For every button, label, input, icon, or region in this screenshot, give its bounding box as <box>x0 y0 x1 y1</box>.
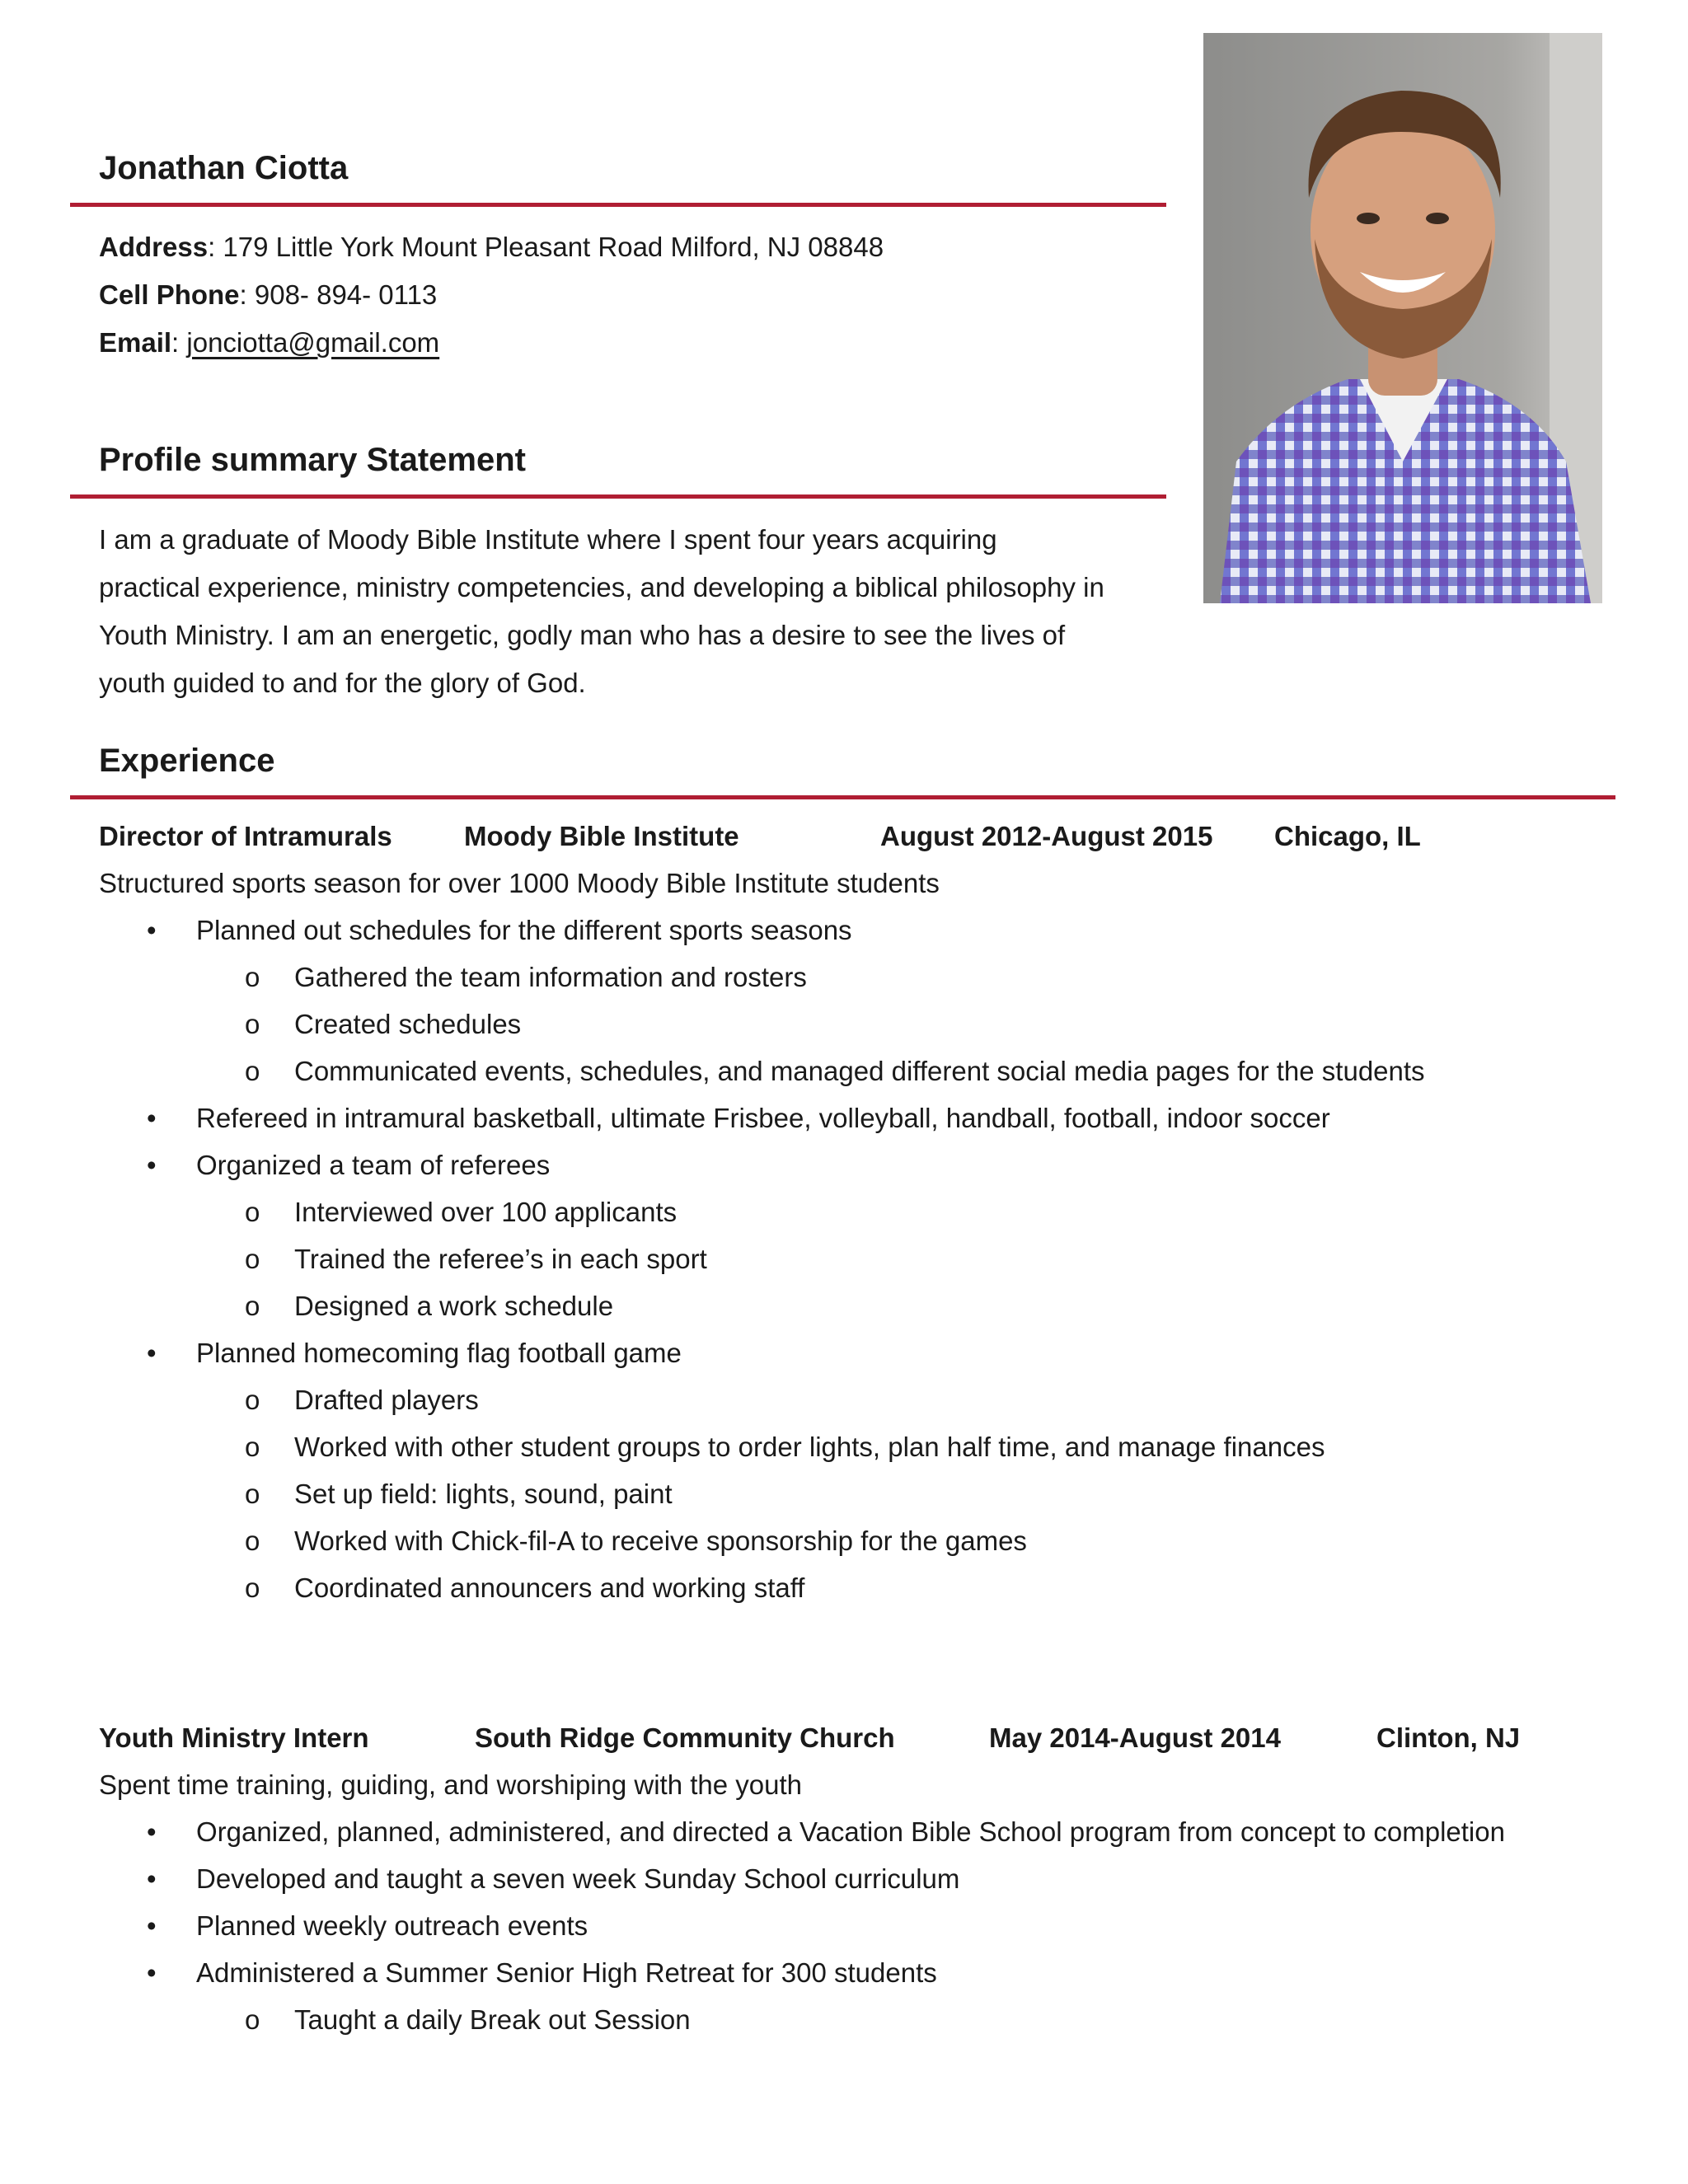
bullet-circle: o <box>245 1009 260 1039</box>
bullet-dot: • <box>147 1957 157 1988</box>
job-location: Chicago, IL <box>1274 821 1421 851</box>
bullet-circle: o <box>245 1244 260 1274</box>
address-line: Address: 179 Little York Mount Pleasant Road Milford, NJ 08848 <box>99 232 884 262</box>
profile-divider <box>70 494 1166 499</box>
profile-line: practical experience, ministry competencies, and developing a biblical philosophy in <box>99 572 1104 602</box>
bullet-dot: • <box>147 1910 157 1941</box>
bullet-circle: o <box>245 1291 260 1321</box>
address-label: Address <box>99 232 209 262</box>
bullet-dot: • <box>147 1338 157 1368</box>
bullet-circle: o <box>245 1432 260 1462</box>
bullet-circle: o <box>245 1197 260 1227</box>
list-item: Planned weekly outreach events <box>196 1910 588 1941</box>
profile-line: I am a graduate of Moody Bible Institute where I spent four years acquiring <box>99 524 997 555</box>
profile-heading: Profile summary Statement <box>99 442 526 478</box>
list-item: Planned homecoming flag football game <box>196 1338 682 1368</box>
list-item: Worked with Chick-fil-A to receive sponsorship for the games <box>294 1526 1027 1556</box>
list-item: Worked with other student groups to order lights, plan half time, and manage finances <box>294 1432 1325 1462</box>
bullet-circle: o <box>245 962 260 992</box>
bullet-circle: o <box>245 1479 260 1509</box>
list-item: Coordinated announcers and working staff <box>294 1572 805 1603</box>
list-item: Created schedules <box>294 1009 522 1039</box>
job-title: Director of Intramurals <box>99 821 392 851</box>
list-item: Interviewed over 100 applicants <box>294 1197 678 1227</box>
job-title: Youth Ministry Intern <box>99 1722 369 1753</box>
phone-value: 908- 894- 0113 <box>254 279 438 310</box>
address-value: 179 Little York Mount Pleasant Road Milford, NJ 08848 <box>223 232 884 262</box>
email-link[interactable]: jonciotta@gmail.com <box>186 327 440 358</box>
job-org: Moody Bible Institute <box>464 821 739 851</box>
experience-heading: Experience <box>99 743 275 779</box>
phone-line: Cell Phone: 908- 894- 0113 <box>99 279 438 310</box>
bullet-dot: • <box>147 1863 157 1894</box>
bullet-circle: o <box>245 1526 260 1556</box>
job-summary: Structured sports season for over 1000 Moody Bible Institute students <box>99 868 940 898</box>
list-item: Communicated events, schedules, and managed different social media pages for the students <box>294 1056 1425 1086</box>
list-item: Organized a team of referees <box>196 1150 551 1180</box>
list-item: Developed and taught a seven week Sunday School curriculum <box>196 1863 960 1894</box>
bullet-dot: • <box>147 1816 157 1847</box>
job-location: Clinton, NJ <box>1376 1722 1521 1753</box>
list-item: Set up field: lights, sound, paint <box>294 1479 673 1509</box>
bullet-dot: • <box>147 915 157 945</box>
list-item: Designed a work schedule <box>294 1291 614 1321</box>
phone-label: Cell Phone <box>99 279 240 310</box>
list-item: Administered a Summer Senior High Retreat for 300 students <box>196 1957 937 1988</box>
job-summary: Spent time training, guiding, and worshiping with the youth <box>99 1769 803 1800</box>
email-line: Email: jonciotta@gmail.com <box>99 327 440 358</box>
candidate-name: Jonathan Ciotta <box>99 150 349 186</box>
profile-line: youth guided to and for the glory of God. <box>99 668 586 698</box>
email-label: Email <box>99 327 172 358</box>
list-item: Taught a daily Break out Session <box>294 2004 691 2035</box>
bullet-circle: o <box>245 1385 260 1415</box>
profile-line: Youth Ministry. I am an energetic, godly man who has a desire to see the lives of <box>99 620 1066 650</box>
list-item: Organized, planned, administered, and directed a Vacation Bible School program from concept to completion <box>196 1816 1505 1847</box>
job-dates: August 2012-August 2015 <box>880 821 1213 851</box>
list-item: Gathered the team information and rosters <box>294 962 807 992</box>
list-item: Planned out schedules for the different sports seasons <box>196 915 852 945</box>
bullet-dot: • <box>147 1150 157 1180</box>
bullet-circle: o <box>245 1572 260 1603</box>
profile-photo <box>1203 33 1602 603</box>
bullet-circle: o <box>245 1056 260 1086</box>
list-item: Refereed in intramural basketball, ultimate Frisbee, volleyball, handball, football, indoor soccer <box>196 1103 1330 1133</box>
bullet-circle: o <box>245 2004 260 2035</box>
bullet-dot: • <box>147 1103 157 1133</box>
portrait-image <box>1203 33 1602 603</box>
job-dates: May 2014-August 2014 <box>989 1722 1281 1753</box>
experience-divider <box>70 795 1615 799</box>
name-divider <box>70 203 1166 207</box>
list-item: Trained the referee’s in each sport <box>294 1244 707 1274</box>
job-org: South Ridge Community Church <box>475 1722 895 1753</box>
list-item: Drafted players <box>294 1385 479 1415</box>
